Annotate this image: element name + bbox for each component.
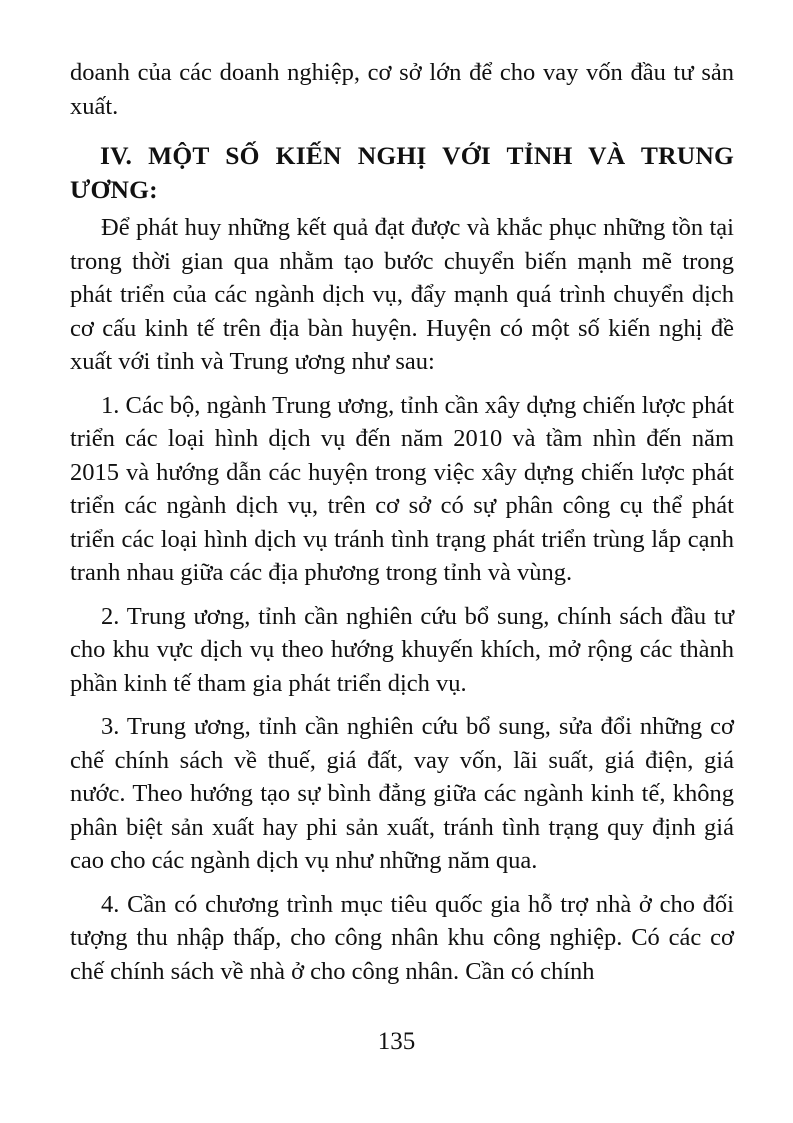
paragraph-4: 3. Trung ương, tỉnh cần nghiên cứu bổ sung, sửa đổi những cơ chế chính sách về thuế, giá đất, vay vốn, lãi suất, giá điện, giá nước. Theo hướng tạo sự bình đẳng giữa các ngành kinh tế, không phân biệt sản xuất hay phi sản xuất, tránh tình trạng quy định giá cao cho các ngành dịch vụ như những năm qua. xyxy=(70,713,734,874)
page-number: 135 xyxy=(377,1028,416,1055)
document-page xyxy=(70,56,734,988)
paragraph-1: Để phát huy những kết quả đạt được và khắc phục những tồn tại trong thời gian qua nhằm tạo bước chuyển biến mạnh mẽ trong phát triển của các ngành dịch vụ, đẩy mạnh quá trình chuyển dịch cơ cấu kinh tế trên địa bàn huyện. Huyện có một số kiến nghị đề xuất với tỉnh và Trung ương như sau: xyxy=(70,214,734,375)
section-heading: IV. MỘT SỐ KIẾN NGHỊ VỚI TỈNH VÀ TRUNG ƯƠNG: xyxy=(70,141,734,204)
paragraph-3: 2. Trung ương, tỉnh cần nghiên cứu bổ sung, chính sách đầu tư cho khu vực dịch vụ theo hướng khuyến khích, mở rộng các thành phần kinh tế tham gia phát triển dịch vụ. xyxy=(70,602,734,697)
paragraph-5: 4. Cần có chương trình mục tiêu quốc gia hỗ trợ nhà ở cho đối tượng thu nhập thấp, cho công nhân khu công nghiệp. Có các cơ chế chính sách về nhà ở cho công nhân. Cần có chính xyxy=(70,890,734,985)
paragraph-2: 1. Các bộ, ngành Trung ương, tỉnh cần xây dựng chiến lược phát triển các loại hình dịch vụ đến năm 2010 và tầm nhìn đến năm 2015 và hướng dẫn các huyện trong việc xây dựng chiến lược phát triển các ngành dịch vụ, trên cơ sở có sự phân công cụ thể phát triển các loại hình dịch vụ tránh tình trạng phát triển trùng lắp cạnh tranh nhau giữa các địa phương trong tỉnh và vùng. xyxy=(70,391,734,586)
paragraph-intro: doanh của các doanh nghiệp, cơ sở lớn để cho vay vốn đầu tư sản xuất. xyxy=(70,59,734,120)
